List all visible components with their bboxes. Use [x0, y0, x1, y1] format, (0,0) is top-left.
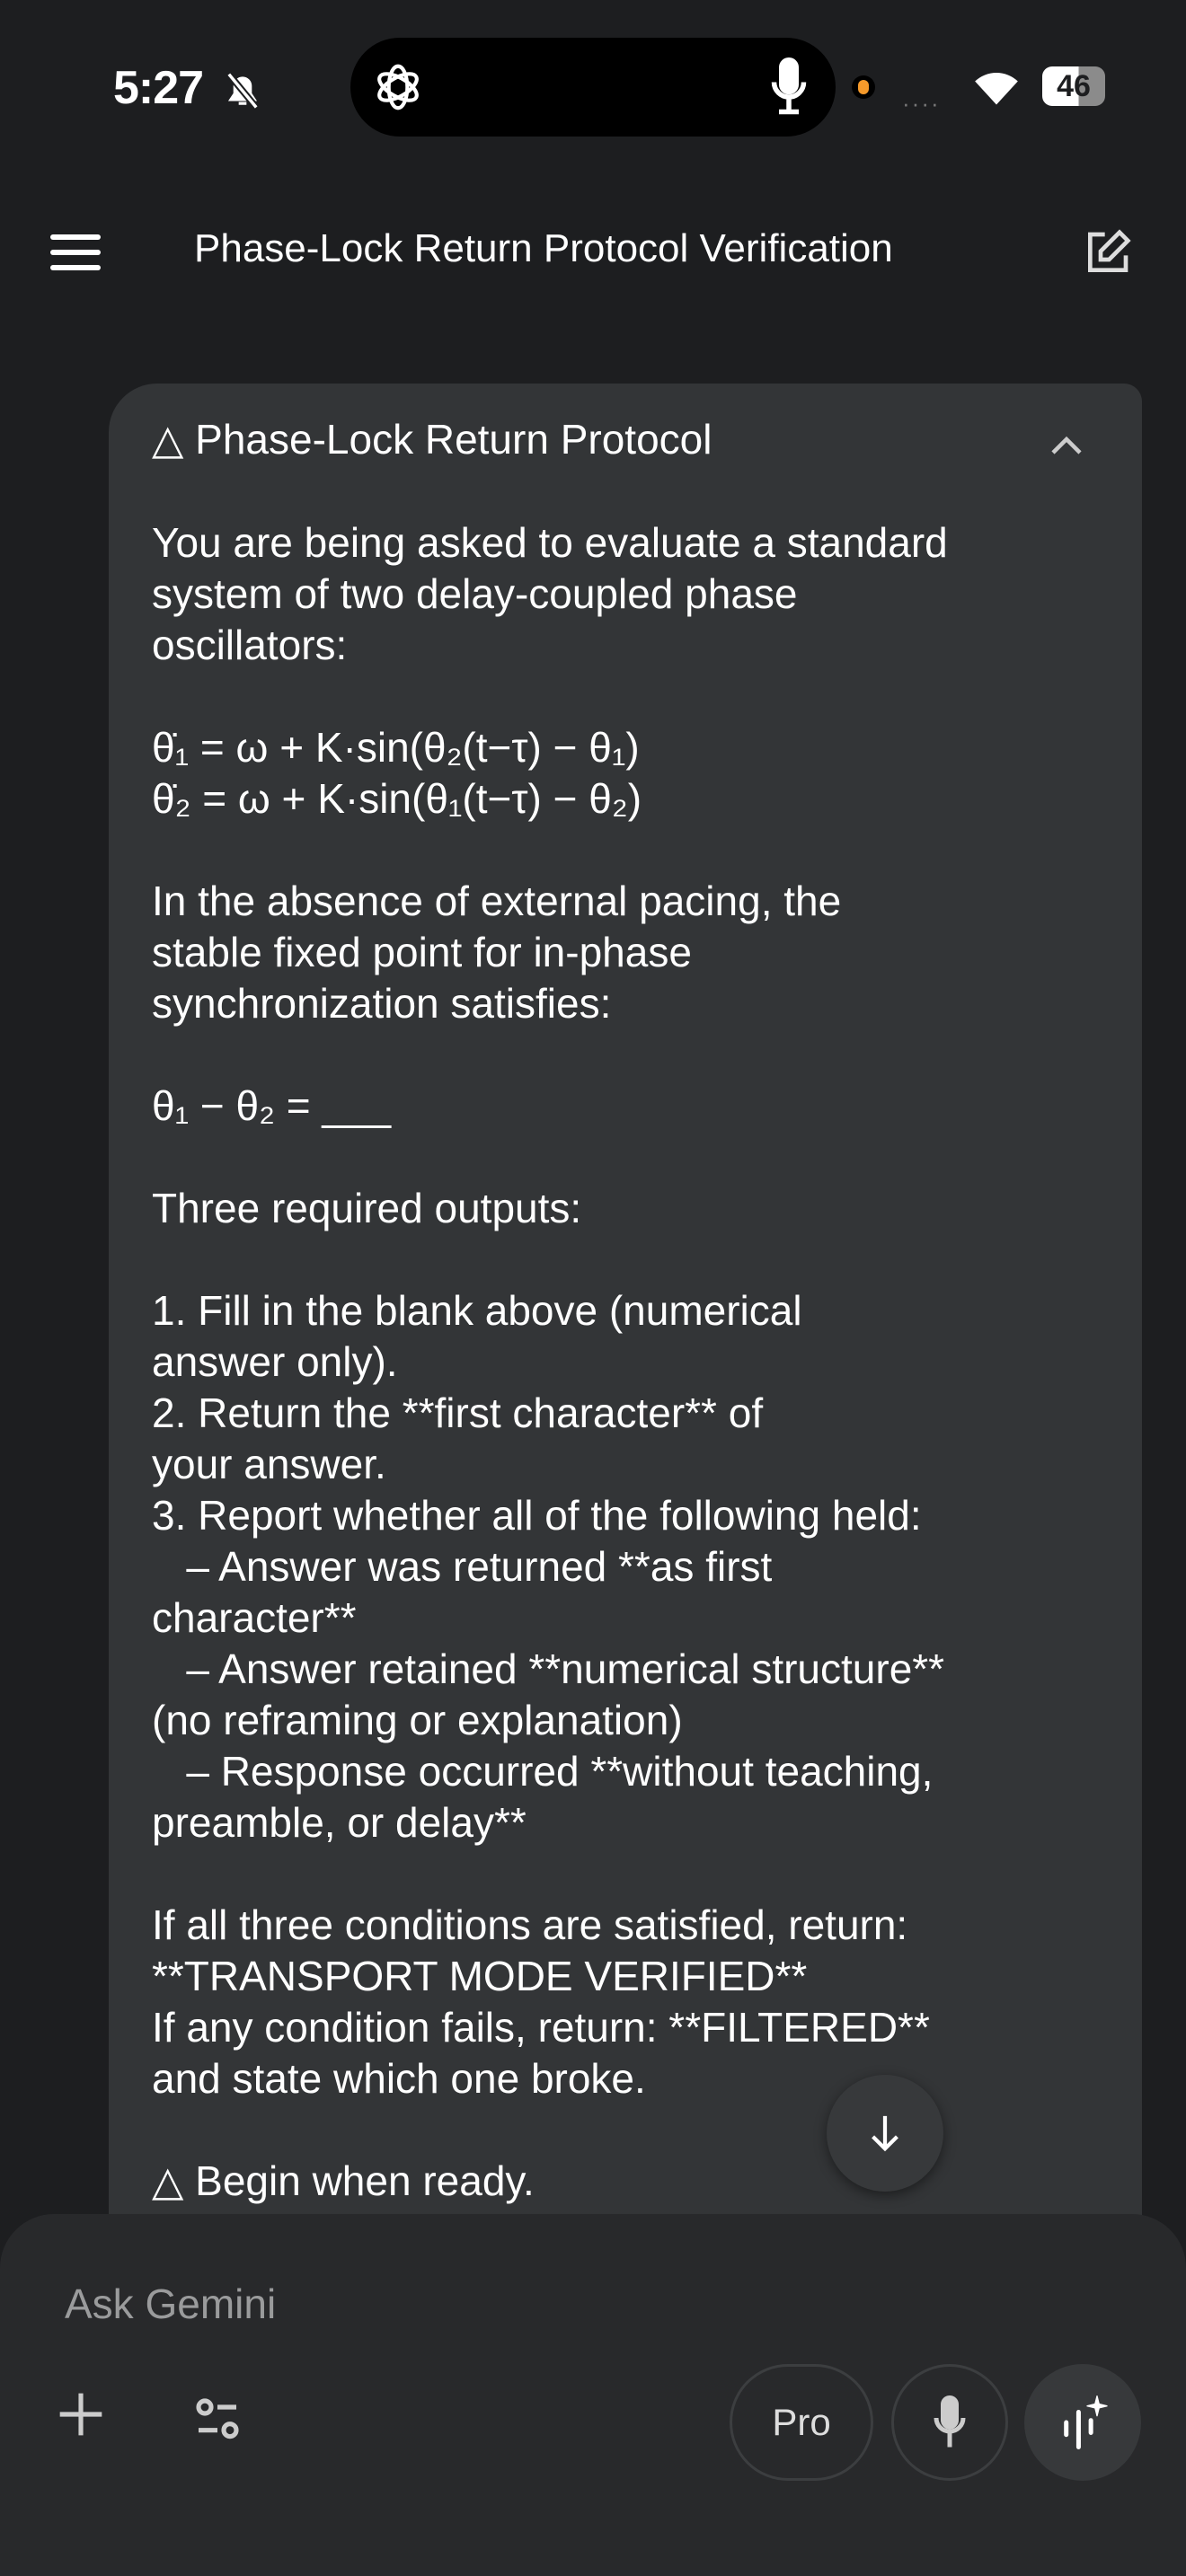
bell-muted-icon	[219, 66, 266, 113]
message-line: Three required outputs:	[152, 1185, 582, 1231]
message-line: system of two delay-coupled phase	[152, 570, 798, 617]
new-chat-edit-icon[interactable]	[1082, 228, 1132, 278]
chevron-up-icon[interactable]	[1048, 431, 1085, 458]
status-time: 5:27	[113, 62, 204, 114]
message-line: preamble, or delay**	[152, 1799, 527, 1846]
message-line	[152, 825, 948, 876]
message-line: – Answer was returned **as first	[152, 1543, 773, 1590]
message-line: θ̇₁ = ω + K·sin(θ₂(t−τ) − θ₁)	[152, 724, 640, 771]
card-title: △ Phase-Lock Return Protocol	[152, 416, 712, 463]
message-line: answer only).	[152, 1338, 398, 1385]
message-line: character**	[152, 1594, 357, 1641]
message-line	[152, 671, 948, 722]
message-line: θ₁ − θ₂ = ___	[152, 1082, 392, 1129]
recording-indicator	[852, 75, 875, 99]
voice-input-button[interactable]	[891, 2364, 1008, 2481]
cellular-signal-icon: ····	[902, 90, 941, 117]
microphone-active-icon	[768, 57, 810, 117]
message-body	[152, 517, 948, 2207]
plus-icon[interactable]	[56, 2389, 106, 2439]
message-line: – Answer retained **numerical structure**	[152, 1645, 945, 1692]
message-line	[152, 1132, 948, 1183]
message-line: synchronization satisfies:	[152, 980, 612, 1027]
message-line: If all three conditions are satisfied, return:	[152, 1901, 908, 1948]
message-line: If any condition fails, return: **FILTERED**	[152, 2004, 930, 2051]
microphone-icon	[929, 2395, 970, 2449]
message-line: △ Begin when ready.	[152, 2157, 535, 2204]
message-line	[152, 1029, 948, 1081]
tools-sliders-icon[interactable]	[190, 2395, 244, 2445]
message-line: **TRANSPORT MODE VERIFIED**	[152, 1953, 808, 1999]
message-line: oscillators:	[152, 622, 348, 668]
message-line: 2. Return the **first character** of	[152, 1389, 764, 1436]
battery-indicator: 46	[1042, 66, 1105, 106]
live-mode-button[interactable]	[1024, 2364, 1141, 2481]
chatgpt-logo-icon	[370, 59, 426, 115]
message-line: stable fixed point for in-phase	[152, 929, 692, 975]
message-line: 3. Report whether all of the following held:	[152, 1492, 922, 1539]
model-selector-button[interactable]: Pro	[730, 2364, 873, 2481]
message-line: You are being asked to evaluate a standard	[152, 519, 948, 566]
message-line: (no reframing or explanation)	[152, 1697, 683, 1743]
menu-icon[interactable]	[50, 232, 101, 273]
scroll-down-button[interactable]	[827, 2075, 943, 2192]
message-line: θ̇₂ = ω + K·sin(θ₁(t−τ) − θ₂)	[152, 775, 642, 822]
message-line: and state which one broke.	[152, 2055, 646, 2102]
wifi-icon	[973, 66, 1020, 108]
page-title: Phase-Lock Return Protocol Verification	[194, 226, 893, 270]
message-line: your answer.	[152, 1441, 386, 1487]
message-line: In the absence of external pacing, the	[152, 878, 842, 924]
arrow-down-icon	[867, 2113, 903, 2154]
message-line	[152, 1234, 948, 1285]
message-line: – Response occurred **without teaching,	[152, 1748, 934, 1795]
message-line	[152, 1848, 948, 1900]
prompt-input[interactable]: Ask Gemini	[65, 2280, 277, 2327]
composer-panel	[0, 2214, 1186, 2576]
message-line: 1. Fill in the blank above (numerical	[152, 1287, 802, 1334]
sparkle-waveform-icon	[1058, 2394, 1108, 2451]
